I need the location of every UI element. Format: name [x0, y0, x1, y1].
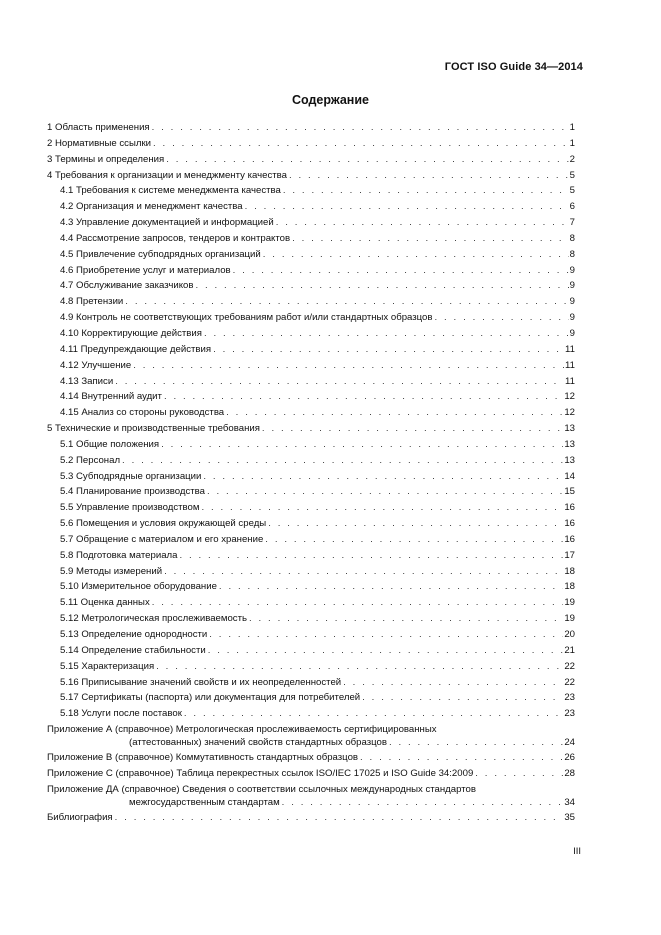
appendix-row	[47, 750, 575, 766]
toc-row	[47, 469, 575, 485]
toc-row	[47, 675, 575, 691]
toc-row	[47, 310, 575, 326]
toc-entry-text: 5.9 Методы измерений	[60, 565, 163, 577]
toc-page-number: 16	[564, 533, 575, 545]
toc-row	[47, 294, 575, 310]
toc-page-number: 21	[564, 644, 575, 656]
leader-dots	[154, 659, 563, 675]
toc-page-number: 12	[564, 391, 575, 403]
leader-dots	[360, 690, 563, 706]
toc-page-number: 23	[564, 708, 575, 720]
toc-page-number: 6	[569, 201, 575, 213]
toc-entry-text: 5.2 Персонал	[60, 454, 121, 466]
toc-page-number: 13	[564, 423, 575, 435]
toc-entry-text: 4.13 Записи	[60, 375, 114, 387]
leader-dots	[387, 736, 563, 749]
leader-dots	[120, 453, 563, 469]
toc-entry-text: 5.7 Обращение с материалом и его хранение	[60, 533, 264, 545]
toc-page-number: 8	[569, 248, 575, 260]
toc-page-number: 11	[565, 343, 575, 355]
leader-dots	[224, 405, 563, 421]
toc-entry-text: 4.9 Контроль не соответствующих требованиям работ и/или стандартных образцов	[60, 312, 433, 324]
toc-row	[47, 152, 575, 168]
toc-row	[47, 453, 575, 469]
toc-page-number: 28	[564, 767, 575, 779]
leader-dots	[164, 152, 568, 168]
toc-page-number: 7	[569, 217, 575, 229]
leader-dots	[199, 500, 563, 516]
toc-entry-text: 4.5 Привлечение субподрядных организаций	[60, 248, 261, 260]
toc-page-number: 13	[564, 438, 575, 450]
toc-entry-text: 4.4 Рассмотрение запросов, тендеров и контрактов	[60, 232, 291, 244]
toc-entry-text: межгосударственным стандартам	[129, 796, 280, 808]
leader-dots	[261, 247, 569, 263]
leader-dots	[280, 796, 564, 809]
leader-dots	[177, 548, 563, 564]
leader-dots	[290, 231, 569, 247]
leader-dots	[247, 611, 563, 627]
toc-entry-text: 5.4 Планирование производства	[60, 486, 205, 498]
toc-entry-text: 5.15 Характеризация	[60, 660, 155, 672]
toc-entry-text: 4.11 Предупреждающие действия	[60, 343, 212, 355]
toc-entry-text: 5 Технические и производственные требования	[47, 423, 260, 435]
leader-dots	[202, 326, 569, 342]
toc-page-number: 8	[569, 232, 575, 244]
toc-page-number: 5	[569, 169, 575, 181]
toc-row	[47, 278, 575, 294]
leader-dots	[151, 136, 569, 152]
toc-entry-text: 5.5 Управление производством	[60, 502, 200, 514]
toc-entry-text: 5.1 Общие положения	[60, 438, 160, 450]
toc-page-number: 13	[564, 454, 575, 466]
toc-page-number: 1	[569, 137, 575, 149]
toc-entry-text: 5.12 Метрологическая прослеживаемость	[60, 613, 247, 625]
leader-dots	[201, 469, 563, 485]
leader-dots	[193, 278, 568, 294]
toc-row	[47, 389, 575, 405]
toc-row	[47, 532, 575, 548]
toc-entry-text: 4.6 Приобретение услуг и материалов	[60, 264, 231, 276]
toc-entry-text: 1 Область применения	[47, 122, 150, 133]
toc-row	[47, 168, 575, 184]
page-title: Содержание	[291, 93, 369, 107]
toc-row	[47, 421, 575, 437]
toc-row	[47, 374, 575, 390]
leader-dots	[341, 675, 563, 691]
leader-dots	[150, 595, 564, 611]
toc-page-number: 23	[564, 692, 575, 704]
toc-row	[47, 579, 575, 595]
leader-dots	[162, 564, 563, 580]
leader-dots	[287, 168, 569, 184]
toc-page-number: 1	[569, 122, 575, 133]
appendix-title-line1: Приложение ДА (справочное) Сведения о соответствии ссылочных международных стандартов	[47, 783, 476, 795]
leader-dots	[217, 579, 563, 595]
toc-entry-text: 5.8 Подготовка материала	[60, 549, 178, 561]
toc-page-number: 9	[569, 312, 575, 324]
toc-row	[47, 326, 575, 342]
toc-entry-text: 4.7 Обслуживание заказчиков	[60, 280, 194, 292]
toc-row	[47, 405, 575, 421]
toc-entry-text: Приложение В (справочное) Коммутативность стандартных образцов	[47, 752, 359, 764]
leader-dots	[205, 484, 563, 500]
toc-page-number: 17	[564, 549, 575, 561]
appendix-row	[47, 722, 575, 750]
table-of-contents	[47, 120, 575, 826]
toc-row	[47, 690, 575, 706]
toc-page-number: 5	[569, 185, 575, 197]
toc-row	[47, 611, 575, 627]
toc-page-number: 35	[564, 811, 575, 823]
toc-page-number: 24	[564, 737, 575, 749]
toc-page-number: 9	[569, 327, 575, 339]
leader-dots	[260, 421, 563, 437]
toc-entry-text: 4.10 Корректирующие действия	[60, 327, 202, 339]
toc-entry-text: 3 Термины и определения	[47, 153, 165, 165]
toc-page-number: 16	[564, 518, 575, 530]
toc-entry-text: 5.16 Приписывание значений свойств и их неопределенностей	[60, 676, 342, 688]
toc-page-number: 11	[565, 375, 575, 387]
leader-dots	[150, 120, 569, 136]
toc-page-number: 18	[564, 565, 575, 577]
toc-row	[47, 500, 575, 516]
appendix-row	[47, 782, 575, 810]
toc-row	[47, 627, 575, 643]
toc-page-number: 12	[564, 407, 575, 419]
leader-dots	[113, 810, 564, 826]
toc-entry-text: 5.18 Услуги после поставок	[60, 708, 182, 720]
toc-page-number: 22	[564, 676, 575, 688]
appendix-title-line1: Приложение А (справочное) Метрологическая прослеживаемость сертифицированных	[47, 724, 437, 736]
toc-page-number: 14	[564, 470, 575, 482]
leader-dots	[211, 342, 564, 358]
leader-dots	[263, 532, 563, 548]
toc-entry-text: 4.12 Улучшение	[60, 359, 132, 371]
toc-page-number: 18	[564, 581, 575, 593]
toc-entry-text: Библиография	[47, 811, 113, 823]
toc-page-number: 16	[564, 502, 575, 514]
toc-row	[47, 643, 575, 659]
toc-page-number: 34	[564, 796, 575, 808]
appendix-row	[47, 810, 575, 826]
toc-page-number: 19	[564, 613, 575, 625]
toc-page-number: 20	[564, 629, 575, 640]
toc-entry-text: 4.2 Организация и менеджмент качества	[60, 201, 243, 213]
leader-dots	[243, 199, 569, 215]
toc-row	[47, 263, 575, 279]
toc-row	[47, 595, 575, 611]
toc-row	[47, 215, 575, 231]
toc-entry-text: 5.11 Оценка данных	[60, 597, 150, 609]
toc-entry-text: 5.14 Определение стабильности	[60, 644, 206, 656]
toc-row	[47, 342, 575, 358]
page-number-roman: III	[573, 846, 581, 857]
toc-page-number: 2	[569, 153, 575, 165]
leader-dots	[123, 294, 568, 310]
leader-dots	[231, 263, 569, 279]
toc-entry-text: (аттестованных) значений свойств стандартных образцов	[129, 737, 387, 749]
leader-dots	[159, 437, 563, 453]
toc-page-number: 19	[564, 597, 575, 609]
toc-row	[47, 199, 575, 215]
toc-page-number: 15	[564, 486, 575, 498]
leader-dots	[433, 310, 569, 326]
leader-dots	[113, 374, 564, 390]
leader-dots	[207, 627, 563, 643]
toc-page-number: 11	[565, 359, 575, 371]
leader-dots	[206, 643, 564, 659]
toc-row	[47, 706, 575, 722]
toc-row	[47, 548, 575, 564]
leader-dots	[281, 183, 569, 199]
toc-row	[47, 231, 575, 247]
leader-dots	[473, 766, 563, 782]
leader-dots	[162, 389, 563, 405]
leader-dots	[358, 750, 563, 766]
leader-dots	[274, 215, 569, 231]
toc-row	[47, 564, 575, 580]
toc-row	[47, 120, 575, 136]
toc-entry-text: 5.10 Измерительное оборудование	[60, 581, 217, 593]
toc-entry-text: 4.8 Претензии	[60, 296, 124, 308]
toc-row	[47, 516, 575, 532]
appendix-row	[47, 766, 575, 782]
toc-entry-text: 4 Требования к организации и менеджменту качества	[47, 169, 287, 181]
toc-page-number: 22	[564, 660, 575, 672]
toc-entry-text: 4.14 Внутренний аудит	[60, 391, 162, 403]
toc-page-number: 9	[569, 280, 575, 292]
toc-row	[47, 659, 575, 675]
leader-dots	[266, 516, 563, 532]
toc-entry-text: 4.15 Анализ со стороны руководства	[60, 407, 225, 419]
toc-row	[47, 183, 575, 199]
toc-entry-text: Приложение С (справочное) Таблица перекрестных ссылок ISO/IEC 17025 и ISO Guide 34:2009	[47, 767, 474, 779]
toc-entry-text: 5.17 Сертификаты (паспорта) или документация для потребителей	[60, 692, 361, 704]
toc-row	[47, 358, 575, 374]
document-header: ГОСТ ISO Guide 34—2014	[444, 61, 583, 73]
toc-row	[47, 136, 575, 152]
toc-entry-text: 4.3 Управление документацией и информацией	[60, 217, 274, 229]
leader-dots	[182, 706, 563, 722]
toc-entry-text: 4.1 Требования к системе менеджмента качества	[60, 185, 281, 197]
toc-entry-text: 5.13 Определение однородности	[60, 629, 208, 640]
leader-dots	[131, 358, 564, 374]
toc-page-number: 26	[564, 752, 575, 764]
toc-entry-text: 5.3 Субподрядные организации	[60, 470, 202, 482]
toc-page-number: 9	[569, 264, 575, 276]
toc-row	[47, 437, 575, 453]
toc-entry-text: 2 Нормативные ссылки	[47, 137, 152, 149]
toc-row	[47, 484, 575, 500]
toc-row	[47, 247, 575, 263]
toc-entry-text: 5.6 Помещения и условия окружающей среды	[60, 518, 267, 530]
toc-page-number: 9	[569, 296, 575, 308]
